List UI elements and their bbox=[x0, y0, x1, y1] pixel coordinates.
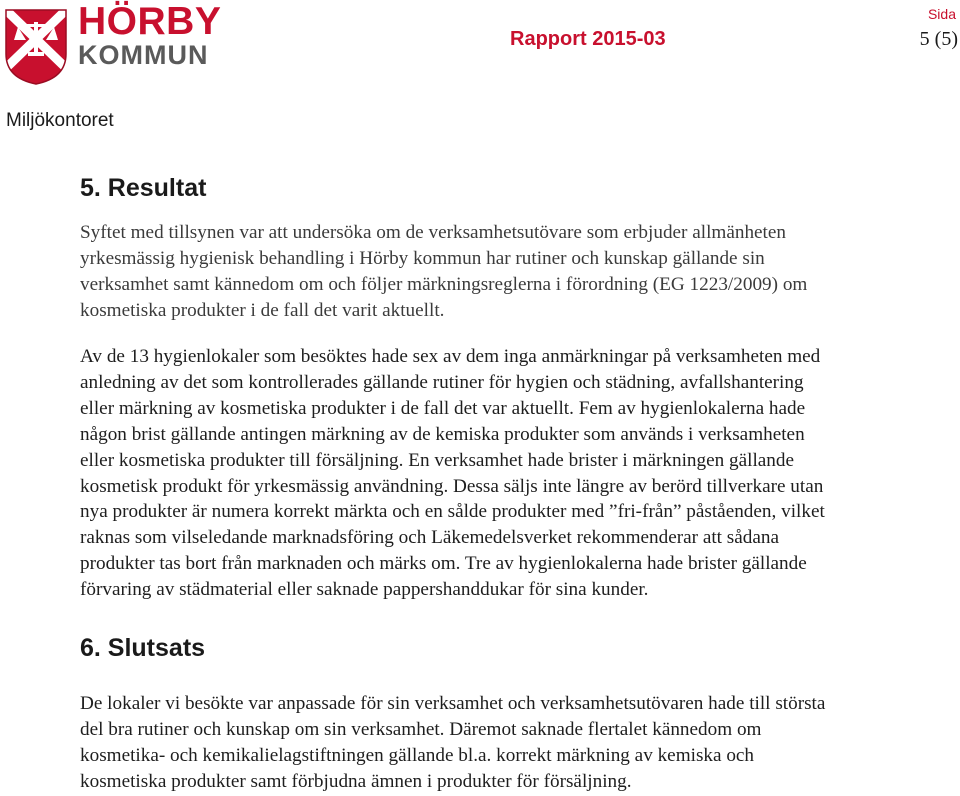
text-line: yrkesmässig hygienisk behandling i Hörby kommun har rutiner och kunskap gällande sin bbox=[80, 247, 765, 269]
text-line: eller märkning av kosmetiska produkter i de fall det var aktuellt. Fem av hygienlokalerna hade bbox=[80, 397, 806, 419]
paragraph-conclusion bbox=[80, 691, 956, 795]
text-line: raknas som vilseledande marknadsföring och Läkemedelsverket rekommenderar att sådana bbox=[80, 527, 780, 549]
text-line: eller kosmetiska produkter till försäljning. En verksamhet hade brister i märkningen gällande bbox=[80, 449, 794, 471]
text-line: kosmetika- och kemikalielagstiftningen gällande bl.a. korrekt märkning av kemiska och bbox=[80, 744, 755, 766]
text-line: kosmetiska produkter samt förbjudna ämnen i produkter för försäljning. bbox=[80, 770, 632, 792]
section-heading-resultat: 5. Resultat bbox=[80, 174, 207, 202]
paragraph-purpose bbox=[80, 220, 956, 324]
text-line: produkter tas bort från marknaden och märks om. Tre av hygienlokalerna hade brister gällande bbox=[80, 553, 807, 575]
text-line: nya produkter är numera korrekt märkta och en sålde produkter med ”fri-från” påståenden, vilket bbox=[80, 501, 825, 523]
text-line: anledning av det som kontrollerades gällande rutiner för hygien och städning, avfallshantering bbox=[80, 371, 804, 393]
page-label: Sida bbox=[927, 6, 956, 22]
page-number: 5 (5) bbox=[919, 28, 958, 50]
text-line: förvaring av städmaterial eller saknade pappershanddukar för sina kunder. bbox=[80, 579, 649, 601]
text-line: Av de 13 hygienlokaler som besöktes hade sex av dem inga anmärkningar på verksamheten med bbox=[80, 346, 821, 367]
text-line: verksamhet samt kännedom om och följer märkningsreglerna i förordning (EG 1223/2009) om bbox=[80, 273, 808, 295]
text-line: kosmetisk produkt för yrkesmässig användning. Dessa säljs inte längre av berörd tillverkare utan bbox=[80, 475, 824, 497]
text-line: De lokaler vi besökte var anpassade för sin verksamhet och verksamhetsutövaren hade till största bbox=[80, 693, 826, 714]
brand-subtitle: KOMMUN bbox=[78, 40, 209, 70]
text-line: någon brist gällande antingen märkning av de kemiska produkter som används i verksamheten bbox=[80, 423, 805, 445]
municipality-coat-of-arms-logo bbox=[4, 8, 68, 86]
report-title: Rapport 2015-03 bbox=[510, 28, 666, 50]
paragraph-findings bbox=[80, 344, 956, 603]
text-line: kosmetiska produkter i de fall det varit aktuellt. bbox=[80, 299, 445, 321]
section-heading-slutsats: 6. Slutsats bbox=[80, 634, 206, 662]
text-line: Syftet med tillsynen var att undersöka om de verksamhetsutövare som erbjuder allmänheten bbox=[80, 222, 787, 243]
text-line: del bra rutiner och kunskap om sin verksamhet. Däremot saknade flertalet kännedom om bbox=[80, 718, 762, 740]
brand-name: HÖRBY bbox=[78, 0, 222, 43]
office-name: Miljökontoret bbox=[6, 110, 114, 131]
